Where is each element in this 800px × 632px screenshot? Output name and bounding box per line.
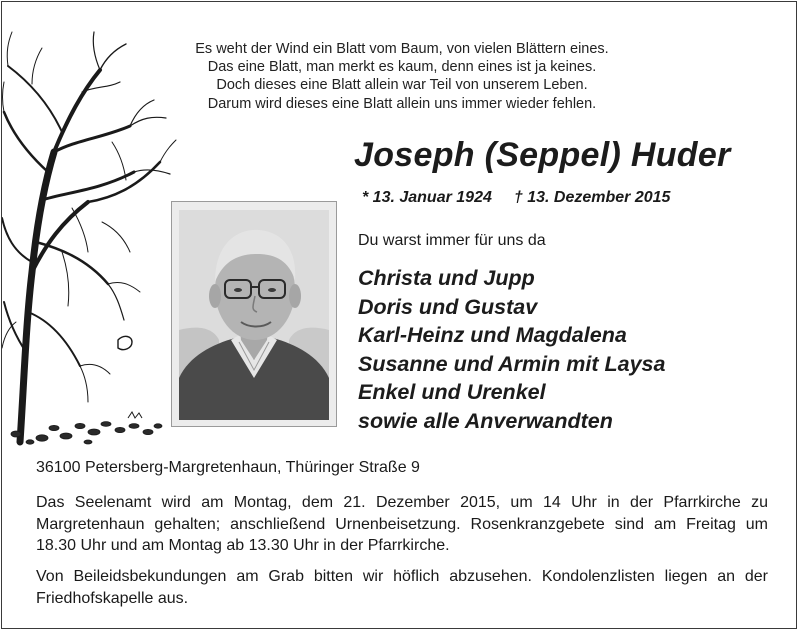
family-address: 36100 Petersberg-Margretenhaun, Thüringer Straße 9 bbox=[36, 459, 420, 476]
mourner-name: Doris und Gustav bbox=[358, 294, 538, 319]
poem-line: Darum wird dieses eine Blatt allein uns immer wieder fehlen. bbox=[207, 95, 597, 112]
mourners-list bbox=[358, 264, 665, 436]
mourner-name: Karl-Heinz und Magdalena bbox=[358, 323, 627, 348]
mourners-intro: Du warst immer für uns da bbox=[358, 232, 546, 249]
poem-line: Es weht der Wind ein Blatt vom Baum, von vielen Blättern eines. bbox=[195, 41, 609, 57]
mourner-name: Enkel und Urenkel bbox=[358, 380, 546, 405]
death-date: † 13. Dezember 2015 bbox=[513, 189, 671, 206]
poem-line: Das eine Blatt, man merkt es kaum, denn eines ist ja keines. bbox=[207, 59, 597, 76]
obituary-notice bbox=[1, 1, 797, 629]
portrait-photo bbox=[179, 210, 329, 420]
condolence-note: Von Beileidsbekundungen am Grab bitten wir höflich abzusehen. Kondolenzlisten liegen an der Friedhofskapelle aus. bbox=[36, 568, 768, 607]
poem-line: Doch dieses eine Blatt allein war Teil von unserem Leben. bbox=[216, 77, 588, 94]
tree-illustration-icon bbox=[2, 22, 177, 452]
portrait-frame bbox=[171, 201, 337, 427]
service-details: Das Seelenamt wird am Montag, dem 21. Dezember 2015, um 14 Uhr in der Pfarrkirche zu Margretenhaun gehalten; anschließend Urnenbeisetzung. Rosenkranzgebete sind am Freitag um 18.30 Uhr und am Montag ab 13.30 Uhr in der Pfarrkirche. bbox=[36, 494, 768, 554]
mourner-name: Christa und Jupp bbox=[358, 266, 535, 290]
mourner-name: sowie alle Anverwandten bbox=[358, 408, 613, 433]
poem bbox=[152, 40, 652, 113]
portrait-man-icon bbox=[179, 210, 329, 420]
birth-date: * 13. Januar 1924 bbox=[362, 189, 492, 206]
deceased-name: Joseph (Seppel) Huder bbox=[354, 136, 731, 174]
life-dates bbox=[362, 189, 670, 207]
mourner-name: Susanne und Armin mit Laysa bbox=[358, 351, 666, 376]
